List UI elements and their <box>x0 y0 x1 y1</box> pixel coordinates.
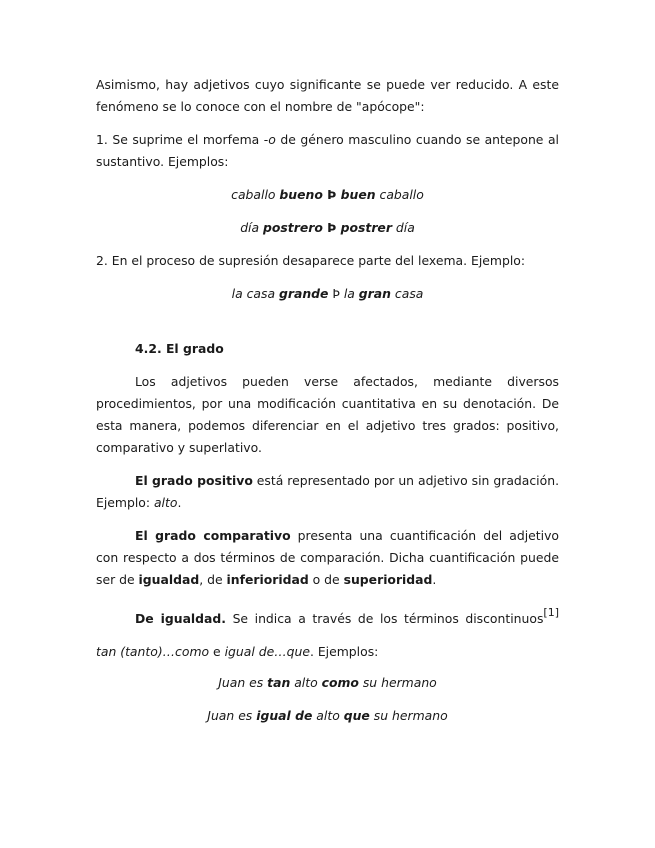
section-heading: 4.2. El grado <box>135 341 224 356</box>
rule-1-morpheme: o <box>268 132 276 147</box>
example-5-e: su hermano <box>369 708 448 723</box>
paragraph-apocope-intro: Asimismo, hay adjetivos cuyo significante se puede ver reducido. A este fenómeno se lo conoce con el nombre de "apócope": <box>96 77 559 114</box>
rule-2: 2. En el proceso de supresión desaparece parte del lexema. Ejemplo: <box>96 253 526 268</box>
paragraph-grado-positivo <box>96 470 559 514</box>
example-3-a: la casa <box>231 286 279 301</box>
example-2-b: postrero <box>263 220 323 235</box>
example-1-arrow: Þ <box>322 187 341 202</box>
example-2-d: día <box>391 220 415 235</box>
example-4-c: alto <box>290 675 322 690</box>
rule-1-post: de género masculino cuando se antepone al sustantivo. Ejemplos: <box>96 132 559 169</box>
example-3-d: gran <box>358 286 391 301</box>
example-5-a: Juan es <box>207 708 257 723</box>
example-3 <box>96 283 559 305</box>
example-3-b: grande <box>279 286 329 301</box>
igualdad-text-1: Se indica a través de los términos discontinuos <box>226 611 544 626</box>
footnote-link[interactable]: [1] <box>543 606 559 619</box>
example-1-d: caballo <box>375 187 424 202</box>
grado-positivo-text: está representado por un adjetivo sin gradación. Ejemplo: <box>96 473 560 510</box>
example-1-a: caballo <box>231 187 280 202</box>
document-page <box>96 74 559 738</box>
grado-positivo-example: alto <box>153 495 178 510</box>
term-inferioridad: inferioridad <box>226 572 309 587</box>
example-3-arrow: Þ <box>328 286 344 301</box>
example-4-e: su hermano <box>358 675 437 690</box>
example-2-c: postrer <box>340 220 392 235</box>
term-igualdad: igualdad <box>138 572 200 587</box>
example-2 <box>96 217 559 239</box>
rule-1 <box>96 129 559 173</box>
grado-comparativo-text-3: o de <box>308 572 344 587</box>
grado-comparativo-term: El grado comparativo <box>135 528 291 543</box>
igualdad-text-3: . Ejemplos: <box>309 644 379 659</box>
igualdad-example-2: igual de…que <box>224 644 310 659</box>
grado-comparativo-text-1: presenta una cuantificación del adjetivo con respecto a dos términos de comparación. Dicha cuantificación puede ser de <box>96 528 559 587</box>
igualdad-text-2: e <box>209 644 225 659</box>
example-2-arrow: Þ <box>322 220 341 235</box>
example-1 <box>96 184 559 206</box>
example-5-b: igual de <box>256 708 313 723</box>
igualdad-example-1: tan (tanto)…como <box>96 644 210 659</box>
example-5 <box>96 705 559 727</box>
rule-1-pre: 1. Se suprime el morfema - <box>96 132 269 147</box>
grado-comparativo-text-2: , de <box>199 572 227 587</box>
example-5-d: que <box>343 708 370 723</box>
example-1-b: bueno <box>279 187 323 202</box>
paragraph-grado-comparativo <box>96 525 559 591</box>
term-superioridad: superioridad <box>343 572 433 587</box>
paragraph-igualdad <box>96 602 559 668</box>
igualdad-term: De igualdad. <box>135 611 226 626</box>
grado-comparativo-text-4: . <box>432 572 437 587</box>
example-4-d: como <box>321 675 359 690</box>
example-4-b: tan <box>267 675 291 690</box>
paragraph-grado-intro: Los adjetivos pueden verse afectados, mediante diversos procedimientos, por una modificación cuantitativa en su denotación. De esta manera, podemos diferenciar en el adjetivo tres grados: positivo, comparativo y superlativo. <box>96 374 559 455</box>
example-3-c: la <box>343 286 359 301</box>
grado-positivo-end: . <box>177 495 182 510</box>
example-4 <box>96 672 559 694</box>
grado-positivo-term: El grado positivo <box>135 473 253 488</box>
example-1-c: buen <box>340 187 376 202</box>
example-5-c: alto <box>312 708 344 723</box>
example-3-e: casa <box>390 286 424 301</box>
example-2-a: día <box>240 220 264 235</box>
example-4-a: Juan es <box>218 675 268 690</box>
